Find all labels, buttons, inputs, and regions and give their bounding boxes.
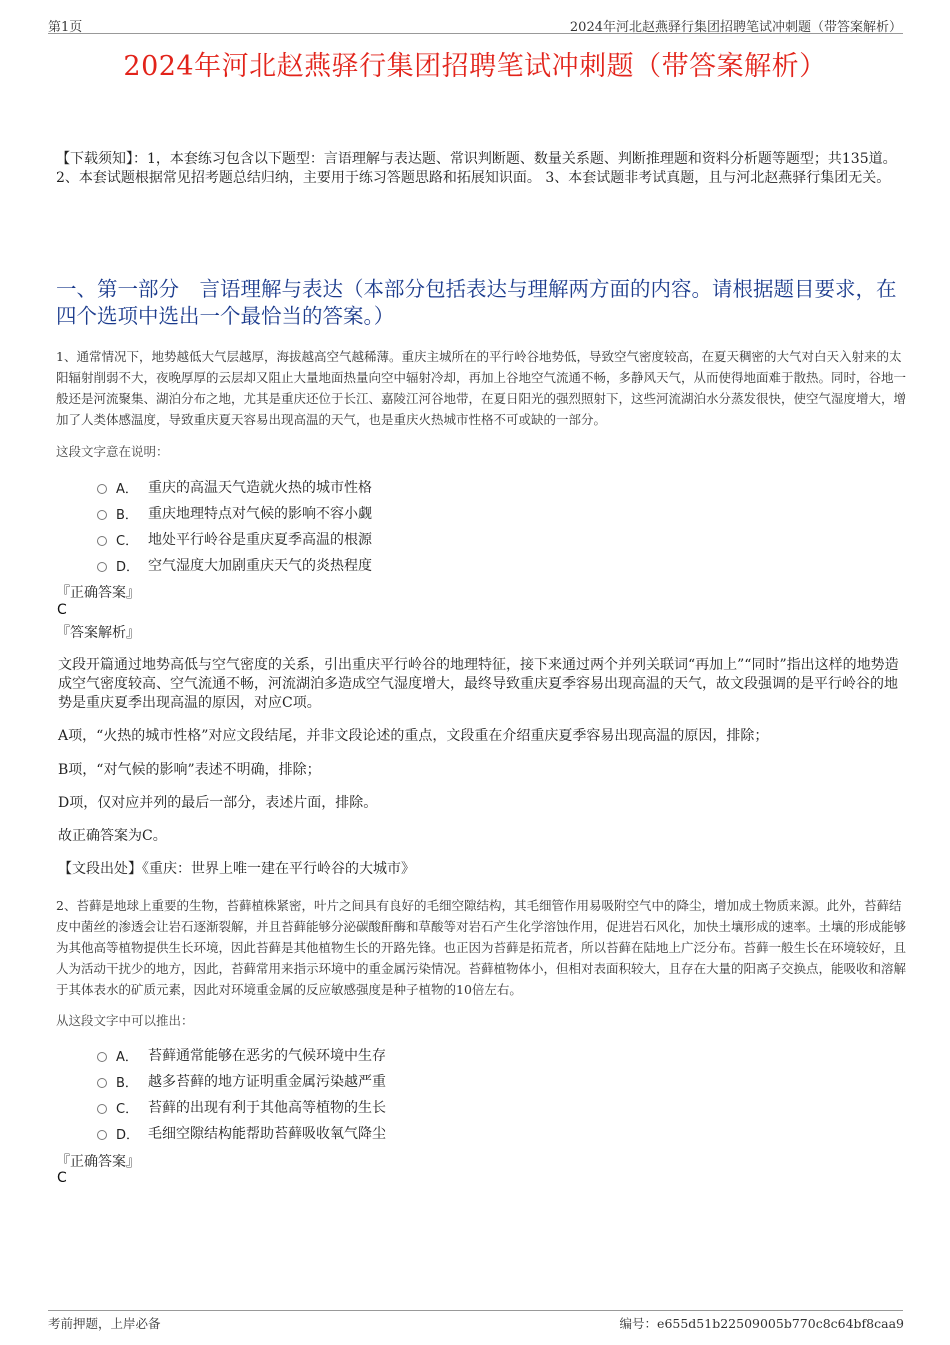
question-2-answer-label: 『正确答案』 — [56, 1154, 140, 1170]
question-2-option-b[interactable] — [97, 1071, 386, 1091]
question-2-stem: 2、苔藓是地球上重要的生物，苔藓植株紧密，叶片之间具有良好的毛细空隙结构，其毛细管作用易吸附空气中的降尘，增加成土物质来源。此外，苔藓结皮中菌丝的渗透会让岩石逐渐裂解，并且苔藓能够分泌碳酸酐酶和草酸等对岩石产生化学溶蚀作用，促进岩石风化，加快土壤形成的速率。土壤的形成能够为其他高等植物提供生长环境，因此苔藓是其他植物生长的开路先锋。也正因为苔藓是拓荒者，所以苔藓在陆地上广泛分布。苔藓一般生长在环境较好，且人为活动干扰少的地方，因此，苔藓常用来指示环境中的重金属污染情况。苔藓植物体小，但相对表面积较大，且存在大量的阳离子交换点，能吸收和溶解于其体表水的矿质元素，因此对环境重金属的反应敏感强度是种子植物的10倍左右。 — [56, 898, 907, 997]
header-divider — [48, 33, 903, 34]
question-1-analysis-label: 『答案解析』 — [56, 625, 140, 641]
question-2-option-c[interactable] — [97, 1097, 386, 1117]
section-heading: 一、第一部分 言语理解与表达（本部分包括表达与理解两方面的内容。请根据题目要求，在四个选项中选出一个最恰当的答案。） — [56, 277, 897, 328]
option-text: 重庆的高温天气造就火热的城市性格 — [148, 480, 372, 496]
question-2-option-a[interactable] — [97, 1045, 386, 1065]
question-2-option-d[interactable] — [97, 1123, 386, 1143]
option-letter: C． — [116, 533, 139, 549]
radio-icon[interactable] — [97, 510, 107, 520]
radio-icon[interactable] — [97, 1078, 107, 1088]
option-text: 地处平行岭谷是重庆夏季高温的根源 — [148, 532, 372, 548]
option-letter: B． — [116, 1075, 138, 1091]
question-1-analysis-paragraph: 故正确答案为C。 — [58, 828, 167, 844]
question-1-option-c[interactable] — [97, 529, 372, 549]
page-title: 2024年河北赵燕驿行集团招聘笔试冲刺题（带答案解析） — [123, 51, 827, 82]
radio-icon[interactable] — [97, 484, 107, 494]
option-text: 毛细空隙结构能帮助苔藓吸收氧气降尘 — [148, 1126, 386, 1142]
page-number: 第1页 — [48, 20, 83, 35]
option-text: 越多苔藓的地方证明重金属污染越严重 — [148, 1074, 386, 1090]
footer-document-id: 编号：e655d51b22509005b770c8c64bf8caa9 — [619, 1316, 904, 1331]
option-text: 空气湿度大加剧重庆天气的炎热程度 — [148, 558, 372, 574]
radio-icon[interactable] — [97, 562, 107, 572]
question-1-option-b[interactable] — [97, 503, 372, 523]
question-1-option-d[interactable] — [97, 555, 372, 575]
download-notice: 【下载须知】：1，本套练习包含以下题型：言语理解与表达题、常识判断题、数量关系题、判断推理题和资料分析题等题型；共135道。 2、本套试题根据常见招考题总结归纳，主要用于练习答题思路和拓展知识面。 3、本套试题非考试真题，且与河北赵燕驿行集团无关。 — [56, 151, 897, 186]
option-letter: B． — [116, 507, 138, 523]
running-header-title: 2024年河北赵燕驿行集团招聘笔试冲刺题（带答案解析） — [569, 20, 902, 35]
question-2-answer: C — [57, 1170, 67, 1186]
question-1-prompt: 这段文字意在说明： — [56, 444, 169, 459]
question-1-analysis-paragraph: B项，“对气候的影响”表述不明确，排除； — [58, 762, 321, 778]
option-letter: D． — [116, 1127, 140, 1143]
question-1-answer: C — [57, 602, 67, 618]
option-text: 苔藓的出现有利于其他高等植物的生长 — [148, 1100, 386, 1116]
question-1-answer-label: 『正确答案』 — [56, 585, 140, 601]
radio-icon[interactable] — [97, 1130, 107, 1140]
option-text: 苔藓通常能够在恶劣的气候环境中生存 — [148, 1048, 386, 1064]
question-1-stem: 1、通常情况下，地势越低大气层越厚，海拔越高空气越稀薄。重庆主城所在的平行岭谷地势低，导致空气密度较高，在夏天稠密的大气对白天入射来的太阳辐射削弱不大，夜晚厚厚的云层却又阻止大量地面热量向空中辐射冷却，再加上谷地空气流通不畅，多静风天气，从而使得地面难于散热。同时，谷地一般还是河流聚集、湖泊分布之地，尤其是重庆还位于长江、嘉陵江河谷地带，在夏日阳光的强烈照射下，这些河流湖泊水分蒸发很快，使空气湿度增大，增加了人类体感温度，导致重庆夏天容易出现高温的天气，也是重庆火热城市性格不可或缺的一部分。 — [56, 349, 907, 427]
question-2-prompt: 从这段文字中可以推出： — [56, 1013, 194, 1028]
question-1-analysis-paragraph: D项，仅对应并列的最后一部分，表述片面，排除。 — [58, 795, 378, 811]
footer-slogan: 考前押题，上岸必备 — [48, 1316, 161, 1331]
option-text: 重庆地理特点对气候的影响不容小觑 — [148, 506, 372, 522]
footer-divider — [48, 1310, 903, 1311]
question-1-option-a[interactable] — [97, 477, 372, 497]
radio-icon[interactable] — [97, 1052, 107, 1062]
radio-icon[interactable] — [97, 1104, 107, 1114]
question-1-analysis-paragraph: 文段开篇通过地势高低与空气密度的关系，引出重庆平行岭谷的地理特征，接下来通过两个并列关联词“再加上”“同时”指出这样的地势造成空气密度较高、空气流通不畅，河流湖泊多造成空气湿度增大，最终导致重庆夏季容易出现高温的天气，故文段强调的是平行岭谷的地势是重庆夏季出现高温的原因，对应C项。 — [58, 657, 899, 711]
option-letter: A． — [116, 1049, 138, 1065]
radio-icon[interactable] — [97, 536, 107, 546]
option-letter: A． — [116, 481, 138, 497]
question-1-source: 【文段出处】《重庆：世界上唯一建在平行岭谷的大城市》 — [58, 861, 415, 877]
option-letter: D． — [116, 559, 140, 575]
question-1-analysis-paragraph: A项，“火热的城市性格”对应文段结尾，并非文段论述的重点，文段重在介绍重庆夏季容易出现高温的原因，排除； — [58, 728, 769, 744]
option-letter: C． — [116, 1101, 139, 1117]
